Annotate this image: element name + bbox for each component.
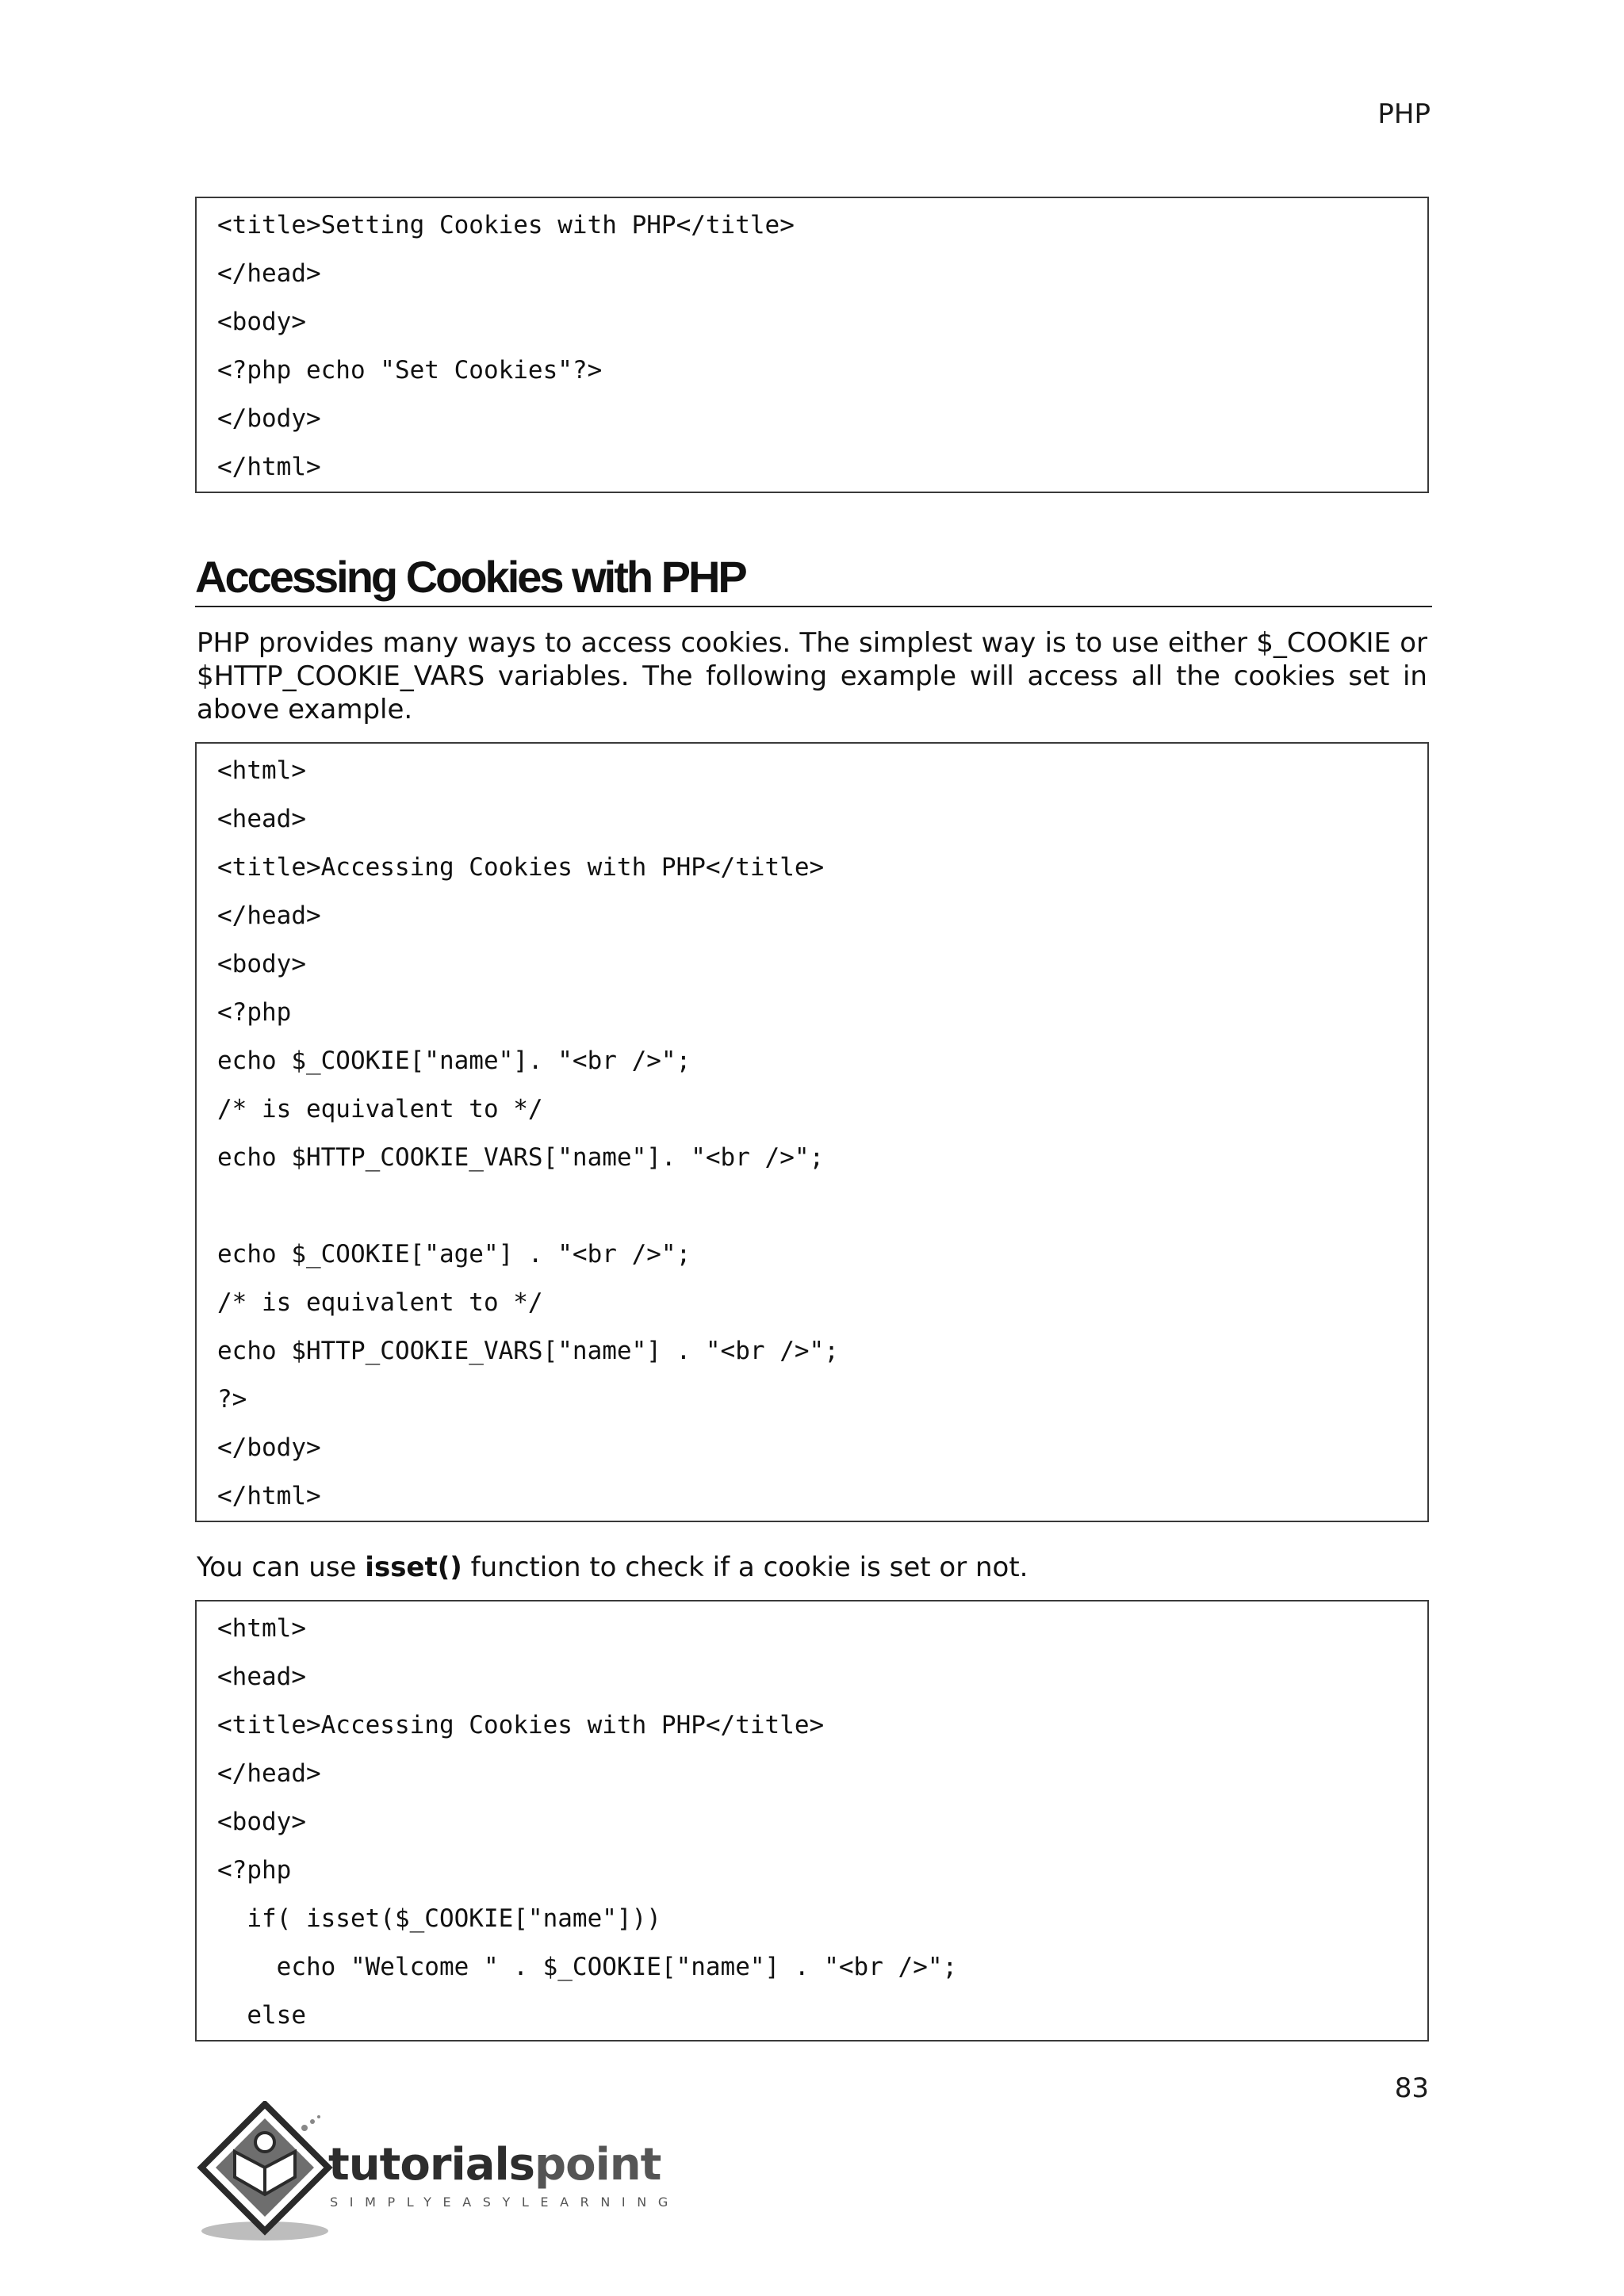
logo-tagline: SIMPLYEASYLEARNING bbox=[330, 2195, 680, 2210]
code-line: </head> bbox=[217, 901, 321, 930]
code-line: else bbox=[217, 2001, 306, 2030]
logo-word-bold: tutorials bbox=[328, 2139, 535, 2191]
isset-function-name: isset() bbox=[365, 1552, 462, 1583]
code-line: </html> bbox=[217, 453, 321, 481]
code-line-blank bbox=[217, 1182, 1427, 1230]
logo-wordmark bbox=[328, 2139, 661, 2191]
code-line: <head> bbox=[217, 805, 306, 833]
code-line: <?php echo "Set Cookies"?> bbox=[217, 356, 603, 385]
code-line: </body> bbox=[217, 1433, 321, 1462]
code-block-set-cookies bbox=[195, 197, 1429, 493]
isset-paragraph bbox=[197, 1551, 1427, 1584]
isset-paragraph-after: function to check if a cookie is set or not. bbox=[462, 1552, 1028, 1583]
code-line: echo $HTTP_COOKIE_VARS["name"] . "<br />"; bbox=[217, 1337, 839, 1365]
code-line: <body> bbox=[217, 950, 306, 978]
code-line: <head> bbox=[217, 1663, 306, 1691]
code-block-isset-check bbox=[195, 1600, 1429, 2042]
code-line: echo "Welcome " . $_COOKIE["name"] . "<br />"; bbox=[217, 1953, 958, 1981]
code-line: echo $_COOKIE["name"]. "<br />"; bbox=[217, 1047, 691, 1075]
page-number: 83 bbox=[1394, 2072, 1429, 2104]
code-line: /* is equivalent to */ bbox=[217, 1288, 543, 1317]
code-line: <?php bbox=[217, 1856, 292, 1885]
isset-paragraph-before: You can use bbox=[197, 1552, 366, 1583]
code-line: if( isset($_COOKIE["name"])) bbox=[217, 1904, 661, 1933]
code-line: </body> bbox=[217, 404, 321, 433]
code-block-access-cookies bbox=[195, 742, 1429, 1522]
code-line: <html> bbox=[217, 1614, 306, 1643]
logo-word-second: point bbox=[534, 2139, 661, 2191]
code-line: <title>Setting Cookies with PHP</title> bbox=[217, 211, 795, 239]
code-line: <?php bbox=[217, 998, 292, 1027]
code-line: </head> bbox=[217, 1759, 321, 1788]
running-header-title: PHP bbox=[1377, 98, 1431, 130]
code-line: <body> bbox=[217, 308, 306, 336]
intro-paragraph: PHP provides many ways to access cookies. The simplest way is to use either $_COOKIE or $HTTP_COOKIE_VARS variables. The following example will access all the cookies set in above example. bbox=[197, 627, 1427, 725]
code-line: </head> bbox=[217, 259, 321, 288]
code-line: /* is equivalent to */ bbox=[217, 1095, 543, 1123]
code-line: <html> bbox=[217, 756, 306, 785]
tutorialspoint-logo bbox=[193, 2101, 680, 2244]
code-line: <body> bbox=[217, 1808, 306, 1836]
code-line: echo $_COOKIE["age"] . "<br />"; bbox=[217, 1240, 691, 1269]
code-line: ?> bbox=[217, 1385, 247, 1414]
code-line: <title>Accessing Cookies with PHP</title> bbox=[217, 1711, 825, 1739]
section-heading: Accessing Cookies with PHP bbox=[195, 549, 1432, 607]
code-line: </html> bbox=[217, 1482, 321, 1510]
code-line: echo $HTTP_COOKIE_VARS["name"]. "<br />"; bbox=[217, 1143, 825, 1172]
code-line: <title>Accessing Cookies with PHP</title> bbox=[217, 853, 825, 882]
